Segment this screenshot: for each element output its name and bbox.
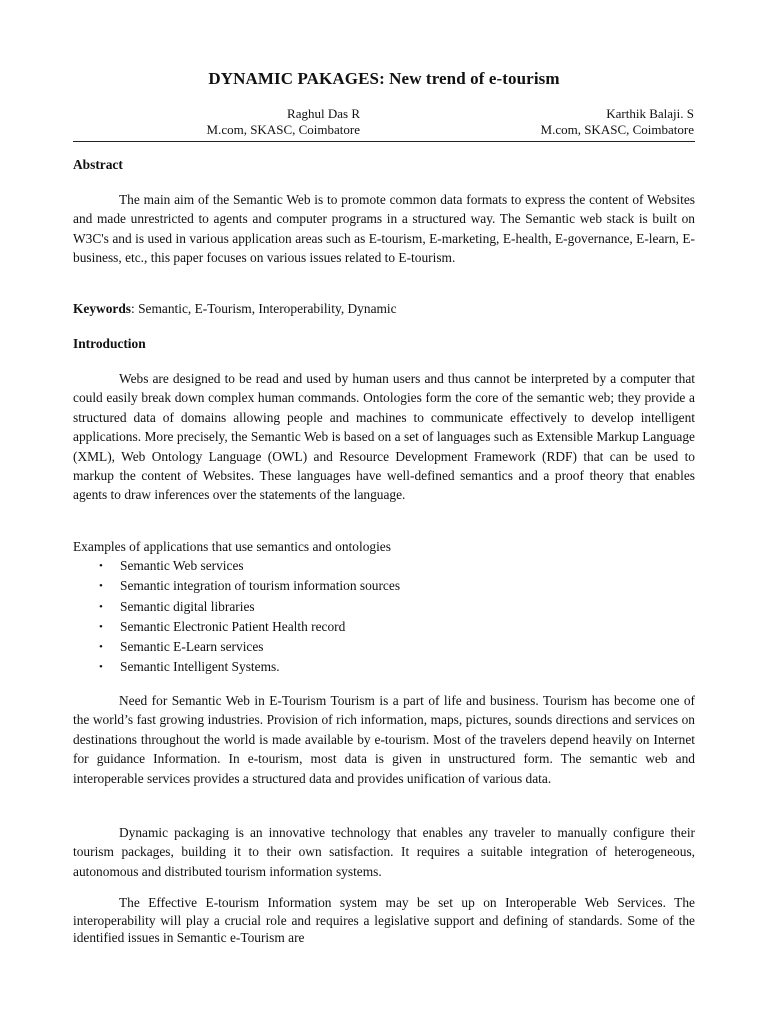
keywords-text: : Semantic, E-Tourism, Interoperability, Dynamic bbox=[131, 301, 397, 316]
bullet-icon: • bbox=[99, 620, 103, 633]
intro-para1-text: Webs are designed to be read and used by human users and thus cannot be interpreted by a computer that could easily break down complex human commands. Ontologies form the core of the semantic web; they provide a structured data of domains allowing people and machines to communicate effectively to develop intelligent applications. More precisely, the Semantic Web is based on a set of languages such as Extensible Markup Language (XML), Web Ontology Language (OWL) and Resource Development Framework (RDF) that can be used to markup the content of Websites. These languages have well-defined semantics and a proof theory that enables agents to draw inferences over the statements of the language. bbox=[73, 371, 695, 503]
keywords-label: Keywords bbox=[73, 301, 132, 316]
list-item: • Semantic E-Learn services bbox=[73, 637, 695, 657]
examples-list bbox=[73, 556, 695, 678]
keywords-line bbox=[73, 301, 695, 317]
author-1 bbox=[207, 106, 360, 138]
dynamic-para-text: Dynamic packaging is an innovative technology that enables any traveler to manually configure their tourism packages, building it to their own satisfaction. It requires a suitable integration of heterogeneous, autonomous and distributed tourism information systems. bbox=[73, 825, 695, 879]
effective-paragraph bbox=[73, 894, 695, 947]
bullet-icon: • bbox=[99, 661, 103, 674]
author-1-name: Raghul Das R bbox=[287, 106, 360, 121]
abstract-heading: Abstract bbox=[73, 157, 123, 172]
abstract-text: The main aim of the Semantic Web is to promote common data formats to express the content of Websites and made unrestricted to agents and computer programs in a structured way. The Semantic web stack is built on W3C's and is used in various application areas such as E-tourism, E-marketing, E-health, E-governance, E-learn, E-business, etc., this paper focuses on various issues related to E-tourism. bbox=[73, 192, 695, 266]
author-2-name: Karthik Balaji. S bbox=[606, 106, 694, 121]
list-item: • Semantic digital libraries bbox=[73, 597, 695, 617]
bullet-icon: • bbox=[99, 580, 103, 593]
author-2-affiliation: M.com, SKASC, Coimbatore bbox=[540, 122, 694, 137]
author-1-affiliation: M.com, SKASC, Coimbatore bbox=[206, 122, 360, 137]
examples-intro: Examples of applications that use semantics and ontologies bbox=[73, 539, 391, 554]
list-item: • Semantic Intelligent Systems. bbox=[73, 657, 695, 677]
effective-para-text: The Effective E-tourism Information system may be set up on Interoperable Web Services. The interoperability will play a crucial role and requires a legislative support and defining of standards. Some of the identified issues in Semantic e-Tourism are bbox=[73, 895, 695, 945]
author-2 bbox=[541, 106, 694, 138]
dynamic-packaging-paragraph bbox=[73, 823, 695, 881]
need-para-text: Need for Semantic Web in E-Tourism Tourism is a part of life and business. Tourism has become one of the world’s fast growing industries. Provision of rich information, maps, pictures, sounds directions and services on destinations throughout the world is made available by e-tourism. Most of the travelers depend heavily on Internet for guidance Information. In e-tourism, most data is given in unstructured form. The semantic web and interoperable services provides a structured data and provides unification of various data. bbox=[73, 693, 695, 786]
introduction-heading: Introduction bbox=[73, 336, 146, 351]
abstract-paragraph bbox=[73, 190, 695, 268]
intro-paragraph-1 bbox=[73, 369, 695, 505]
need-paragraph bbox=[73, 691, 695, 788]
bullet-icon: • bbox=[99, 560, 103, 572]
paper-title: DYNAMIC PAKAGES: New trend of e-tourism bbox=[208, 69, 560, 88]
bullet-icon: • bbox=[99, 641, 103, 654]
header-rule bbox=[73, 141, 695, 142]
bullet-icon: • bbox=[99, 600, 103, 613]
list-item: • Semantic integration of tourism information sources bbox=[73, 576, 695, 596]
list-item: • Semantic Web services bbox=[73, 556, 695, 576]
list-item: • Semantic Electronic Patient Health record bbox=[73, 617, 695, 637]
